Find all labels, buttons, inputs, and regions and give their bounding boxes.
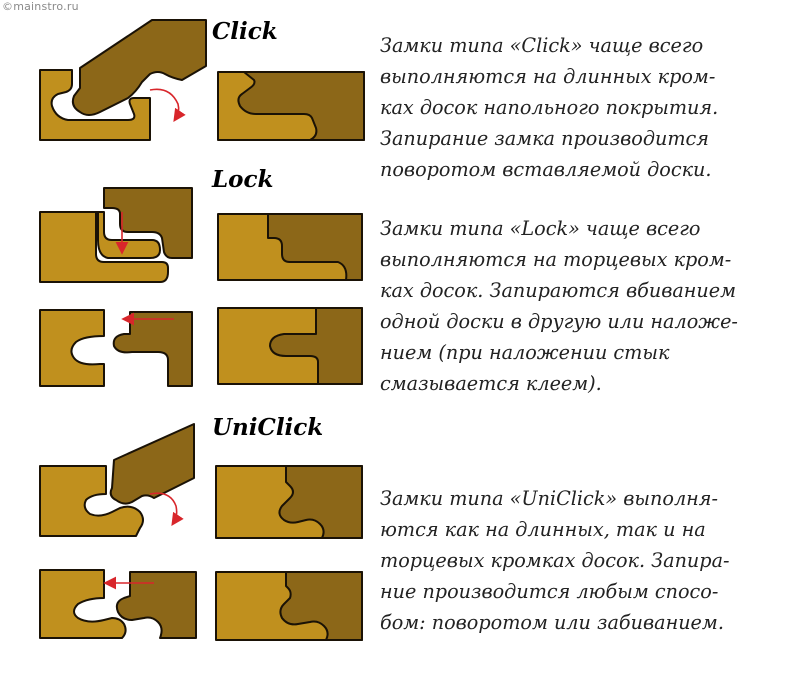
click-assembled-diagram xyxy=(218,72,364,140)
text-line: нием (при наложении стык xyxy=(380,341,670,364)
text-line: поворотом вставляемой доски. xyxy=(380,158,712,181)
lock-assembled-diagram-2 xyxy=(218,308,362,384)
text-line: ние производится любым спосо- xyxy=(380,580,719,603)
click-heading: Click xyxy=(212,18,278,45)
uniclick-assembled-diagram-2 xyxy=(216,572,362,640)
lock-dropin-diagram xyxy=(40,188,192,282)
text-line: ках досок. Запираются вбиванием xyxy=(380,279,737,302)
text-line: Замки типа «UniClick» выполня- xyxy=(380,487,718,510)
click-rotate-arrow xyxy=(150,89,179,118)
text-line: одной доски в другую или наложе- xyxy=(380,310,738,333)
text-line: торцевых кромках досок. Запира- xyxy=(380,549,730,572)
text-line: ются как на длинных, так и на xyxy=(380,518,706,541)
lock-slide-right-board xyxy=(114,312,192,386)
lock-heading: Lock xyxy=(212,166,274,193)
text-line: выполняются на длинных кром- xyxy=(380,65,716,88)
watermark: ©mainstro.ru xyxy=(2,0,79,13)
lock-assembled-diagram-1 xyxy=(218,214,362,280)
uniclick-slide-diagram xyxy=(40,570,196,638)
click-insert-diagram xyxy=(40,20,206,140)
text-line: ках досок напольного покрытия. xyxy=(380,96,719,119)
text-line: Запирание замка производится xyxy=(380,127,709,150)
uniclick-insert-diagram xyxy=(40,424,194,536)
lock-slide-left-board xyxy=(40,310,104,386)
text-line: смазывается клеем). xyxy=(380,372,602,395)
text-line: бом: поворотом или забиванием. xyxy=(380,611,724,634)
uniclick-slide-right-board xyxy=(117,572,196,638)
uniclick-heading: UniClick xyxy=(212,414,324,441)
text-line: Замки типа «Lock» чаще всего xyxy=(380,217,701,240)
lock-slide-diagram xyxy=(40,310,192,386)
uniclick-slide-left-board xyxy=(40,570,126,638)
text-line: Замки типа «Click» чаще всего xyxy=(380,34,704,57)
uniclick-assembled-diagram-1 xyxy=(216,466,362,538)
text-line: выполняются на торцевых кром- xyxy=(380,248,732,271)
uniclick-insert-top-board xyxy=(111,424,194,504)
